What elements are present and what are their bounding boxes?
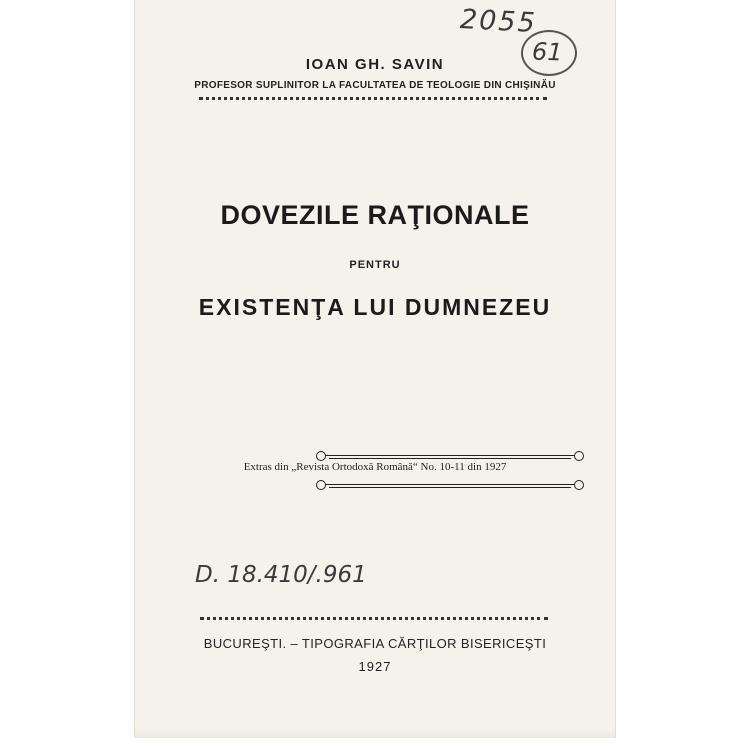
ornament-rule-bottom bbox=[325, 484, 575, 485]
title-line-1: DOVEZILE RAŢIONALE bbox=[220, 200, 530, 230]
handwritten-inventory-number: 2055 bbox=[459, 4, 538, 39]
handwritten-shelf-number: 61 bbox=[531, 37, 564, 67]
book-cover bbox=[135, 0, 615, 738]
publication-year: 1927 bbox=[358, 659, 392, 674]
dotted-divider-bottom bbox=[200, 617, 548, 620]
dotted-divider-top bbox=[199, 97, 547, 100]
handwritten-call-number: D. 18.410/.961 bbox=[195, 562, 367, 588]
author-affiliation: PROFESOR SUPLINITOR LA FACULTATEA DE TEOLOGIE DIN CHIŞINĂU bbox=[194, 80, 556, 91]
publisher-imprint: BUCUREŞTI. – TIPOGRAFIA CĂRŢILOR BISERICEŞTI bbox=[203, 636, 547, 651]
extract-note: Extras din „Revista Ortodoxă Română“ No. 10-11 din 1927 bbox=[243, 461, 507, 473]
title-connector: PENTRU bbox=[349, 259, 401, 271]
title-line-2: EXISTENŢA LUI DUMNEZEU bbox=[198, 294, 552, 320]
ornament-rule-top bbox=[325, 455, 575, 456]
author-name: IOAN GH. SAVIN bbox=[305, 56, 445, 73]
